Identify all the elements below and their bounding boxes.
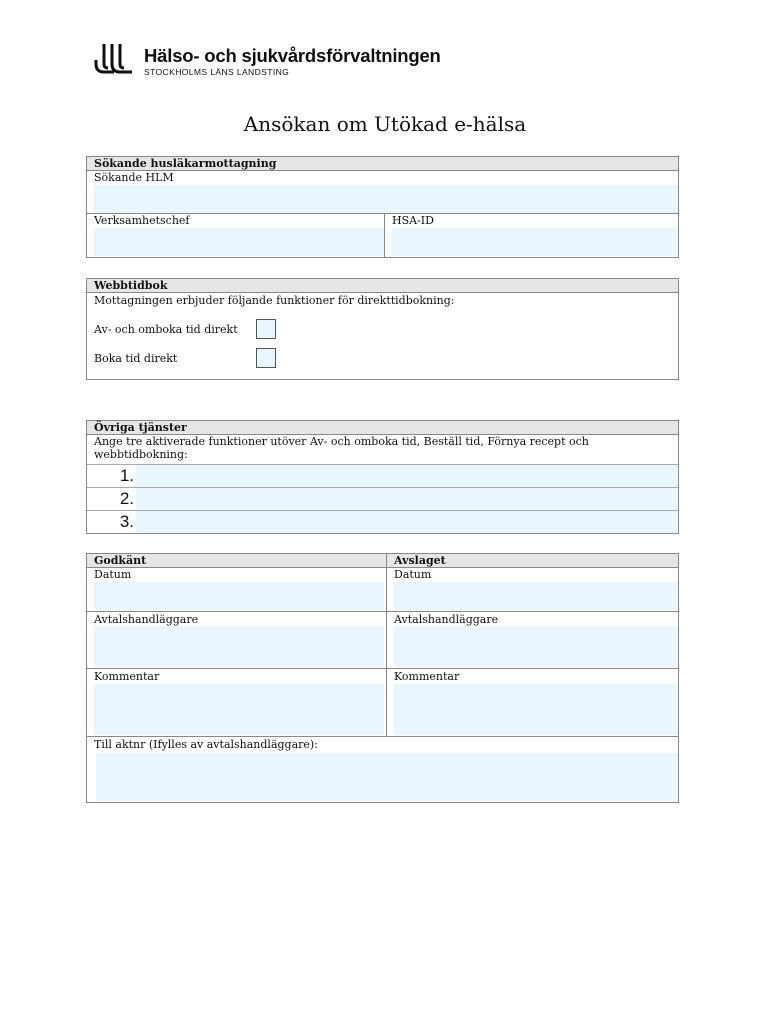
hsa-cell <box>384 214 678 257</box>
webbtidbok-heading: Webbtidbok <box>87 279 678 293</box>
approved-date-field[interactable] <box>94 582 384 610</box>
approved-heading-cell <box>87 554 386 567</box>
rejected-date-field[interactable] <box>394 582 678 610</box>
applicant-heading: Sökande husläkarmottagning <box>87 157 678 171</box>
services-section <box>86 420 679 534</box>
approved-date-cell <box>87 568 386 611</box>
service-item-2 <box>87 487 678 510</box>
approved-date-label: Datum <box>94 568 132 581</box>
service-item-1 <box>87 464 678 487</box>
services-heading: Övriga tjänster <box>87 421 678 435</box>
service-number-2: 2. <box>119 489 134 508</box>
approved-comment-label: Kommentar <box>94 670 160 683</box>
hlm-row <box>87 171 678 214</box>
rejected-date-cell <box>386 568 678 611</box>
services-intro: Ange tre aktiverade funktioner utöver Av- och omboka tid, Beställ tid, Förnya recept och webbtidbokning: <box>94 435 589 461</box>
rejected-heading-cell <box>386 554 678 567</box>
service-field-2[interactable] <box>136 488 678 510</box>
organization-logo <box>94 42 441 78</box>
option-book <box>94 348 276 368</box>
rejected-date-label: Datum <box>394 568 432 581</box>
webbtidbok-section <box>86 278 679 380</box>
rejected-comment-label: Kommentar <box>394 670 460 683</box>
webbtidbok-intro: Mottagningen erbjuder följande funktioner för direkttidbokning: <box>94 294 455 307</box>
decision-heading-row <box>87 554 678 568</box>
option-rebook-label: Av- och omboka tid direkt <box>94 322 238 336</box>
manager-label: Verksamhetschef <box>94 214 190 227</box>
rejected-officer-field[interactable] <box>394 626 678 667</box>
officer-row <box>87 612 678 669</box>
service-field-3[interactable] <box>136 511 678 533</box>
org-subtitle: STOCKHOLMS LÄNS LANDSTING <box>144 67 290 77</box>
hlm-label: Sökande HLM <box>94 171 174 184</box>
service-number-1: 1. <box>119 466 134 485</box>
aktnr-label: Till aktnr (Ifylles av avtalshandläggare): <box>94 738 318 751</box>
approved-officer-field[interactable] <box>94 626 384 667</box>
approved-heading: Godkänt <box>94 554 147 567</box>
applicant-section <box>86 156 679 258</box>
hsa-field[interactable] <box>392 228 678 256</box>
comment-row <box>87 669 678 737</box>
hlm-field[interactable] <box>94 185 678 213</box>
option-rebook <box>94 319 276 339</box>
option-book-label: Boka tid direkt <box>94 351 178 365</box>
service-field-1[interactable] <box>136 465 678 487</box>
approved-officer-label: Avtalshandläggare <box>94 613 199 626</box>
approved-comment-cell <box>87 669 386 736</box>
approved-comment-field[interactable] <box>94 684 384 735</box>
manager-row <box>87 214 678 257</box>
hsa-label: HSA-ID <box>392 214 434 227</box>
sll-logo-icon <box>94 42 134 74</box>
rejected-officer-cell <box>386 612 678 668</box>
option-book-checkbox[interactable] <box>256 348 276 368</box>
rejected-comment-field[interactable] <box>394 684 678 735</box>
rejected-comment-cell <box>386 669 678 736</box>
decision-section <box>86 553 679 803</box>
manager-field[interactable] <box>94 228 384 256</box>
aktnr-row <box>87 738 678 803</box>
org-name: Hälso- och sjukvårdsförvaltningen <box>144 45 441 66</box>
option-rebook-checkbox[interactable] <box>256 319 276 339</box>
service-number-3: 3. <box>119 512 134 531</box>
document-title: Ansökan om Utökad e-hälsa <box>243 112 527 136</box>
manager-cell <box>87 214 384 257</box>
date-row <box>87 568 678 612</box>
approved-officer-cell <box>87 612 386 668</box>
aktnr-field[interactable] <box>96 753 678 801</box>
service-item-3 <box>87 510 678 533</box>
rejected-heading: Avslaget <box>394 554 446 567</box>
rejected-officer-label: Avtalshandläggare <box>394 613 499 626</box>
